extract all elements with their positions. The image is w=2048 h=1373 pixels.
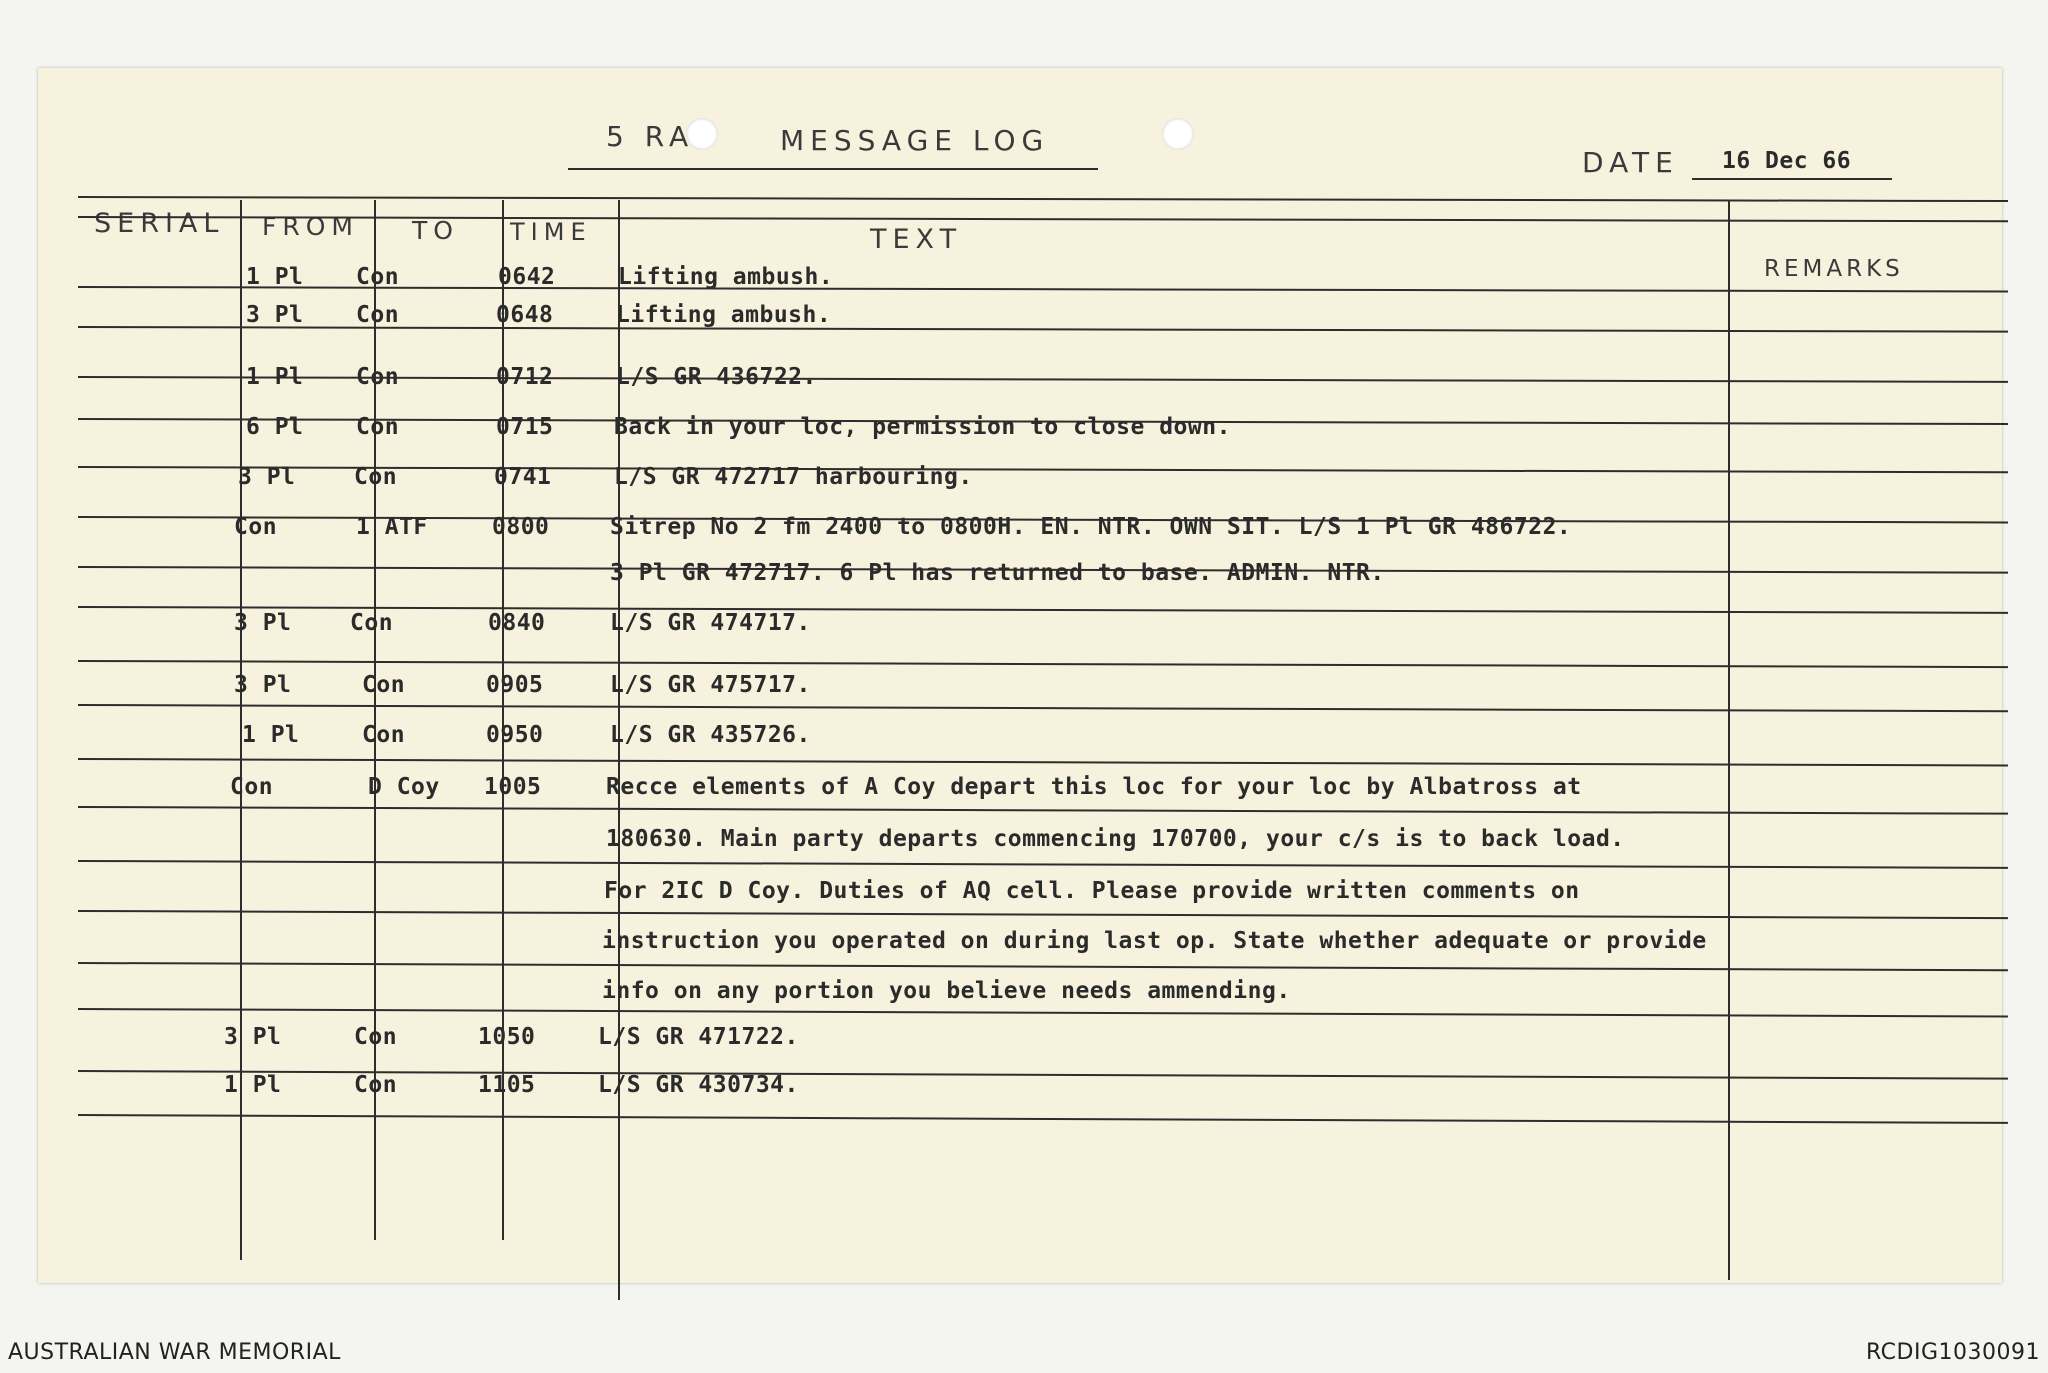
log-to: Con: [356, 414, 400, 440]
log-text: L/S GR 474717.: [610, 610, 811, 636]
log-time: 0840: [488, 610, 546, 636]
ruled-line: [78, 216, 2008, 222]
ruled-line: [78, 1008, 2008, 1017]
ruled-line: [78, 910, 2008, 919]
title-underline: [568, 168, 1098, 170]
log-text: 3 Pl GR 472717. 6 Pl has returned to base. ADMIN. NTR.: [610, 560, 1385, 586]
log-time: 0648: [496, 302, 554, 328]
log-text: Sitrep No 2 fm 2400 to 0800H. EN. NTR. OWN SIT. L/S 1 Pl GR 486722.: [610, 514, 1572, 540]
log-to: Con: [356, 302, 400, 328]
log-text: L/S GR 471722.: [598, 1024, 799, 1050]
log-to: Con: [350, 610, 394, 636]
log-text: instruction you operated on during last op. State whether adequate or provide: [602, 928, 1707, 954]
column-remarks: REMARKS: [1764, 256, 1904, 282]
log-from: 3 Pl: [246, 302, 304, 328]
log-to: 1 ATF: [356, 514, 428, 540]
log-text: L/S GR 436722.: [616, 364, 817, 390]
log-from: 1 Pl: [246, 364, 304, 390]
page-title: MESSAGE LOG: [780, 124, 1050, 157]
log-from: 1 Pl: [242, 722, 300, 748]
log-to: Con: [362, 672, 406, 698]
column-serial: SERIAL: [94, 208, 225, 239]
footer-reference: RCDIG1030091: [1865, 1340, 2040, 1365]
log-time: 0642: [498, 264, 556, 290]
log-from: 3 Pl: [234, 672, 292, 698]
log-time: 1105: [478, 1072, 536, 1098]
log-from: 1 Pl: [224, 1072, 282, 1098]
log-time: 0715: [496, 414, 554, 440]
log-text: Lifting ambush.: [618, 264, 834, 290]
ruled-line: [78, 1114, 2008, 1124]
date-label: DATE: [1582, 146, 1679, 179]
log-time: 0741: [494, 464, 552, 490]
log-time: 0712: [496, 364, 554, 390]
log-time: 0905: [486, 672, 544, 698]
log-from: 6 Pl: [246, 414, 304, 440]
log-to: Con: [354, 1024, 398, 1050]
log-text: Lifting ambush.: [616, 302, 832, 328]
punch-hole-right: [1162, 118, 1194, 150]
log-text: 180630. Main party departs commencing 170700, your c/s is to back load.: [606, 826, 1625, 852]
log-text: L/S GR 435726.: [610, 722, 811, 748]
log-from: Con: [230, 774, 274, 800]
ruled-line: [78, 704, 2008, 712]
log-to: Con: [354, 464, 398, 490]
date-value: 16 Dec 66: [1722, 148, 1852, 174]
log-from: 1 Pl: [246, 264, 304, 290]
column-to: TO: [412, 216, 459, 245]
log-text: info on any portion you believe needs ammending.: [602, 978, 1291, 1004]
log-from: 3 Pl: [224, 1024, 282, 1050]
log-time: 0800: [492, 514, 550, 540]
log-text: Back in your loc, permission to close down.: [614, 414, 1231, 440]
footer-credit: AUSTRALIAN WAR MEMORIAL: [8, 1340, 341, 1365]
log-to: D Coy: [368, 774, 440, 800]
log-time: 0950: [486, 722, 544, 748]
ruled-line: [78, 806, 2008, 815]
log-text: L/S GR 472717 harbouring.: [614, 464, 973, 490]
log-to: Con: [354, 1072, 398, 1098]
column-time: TIME: [510, 218, 592, 246]
ruled-line: [78, 660, 2008, 668]
log-from: Con: [234, 514, 278, 540]
log-text: Recce elements of A Coy depart this loc for your loc by Albatross at: [606, 774, 1582, 800]
log-text: For 2IC D Coy. Duties of AQ cell. Please provide written comments on: [604, 878, 1580, 904]
column-divider: [1728, 200, 1730, 1280]
log-from: 3 Pl: [234, 610, 292, 636]
log-to: Con: [356, 264, 400, 290]
ruled-line: [78, 860, 2008, 869]
log-time: 1050: [478, 1024, 536, 1050]
title-prefix: 5 RA: [606, 120, 695, 153]
log-time: 1005: [484, 774, 542, 800]
log-text: L/S GR 475717.: [610, 672, 811, 698]
column-from: FROM: [262, 212, 359, 241]
ruled-line: [78, 758, 2008, 766]
log-to: Con: [356, 364, 400, 390]
ruled-line: [78, 196, 2008, 202]
log-text: L/S GR 430734.: [598, 1072, 799, 1098]
ruled-line: [78, 962, 2008, 971]
column-text: TEXT: [870, 224, 963, 255]
log-from: 3 Pl: [238, 464, 296, 490]
message-log-sheet: [38, 68, 2002, 1283]
date-underline: [1692, 178, 1892, 180]
log-to: Con: [362, 722, 406, 748]
